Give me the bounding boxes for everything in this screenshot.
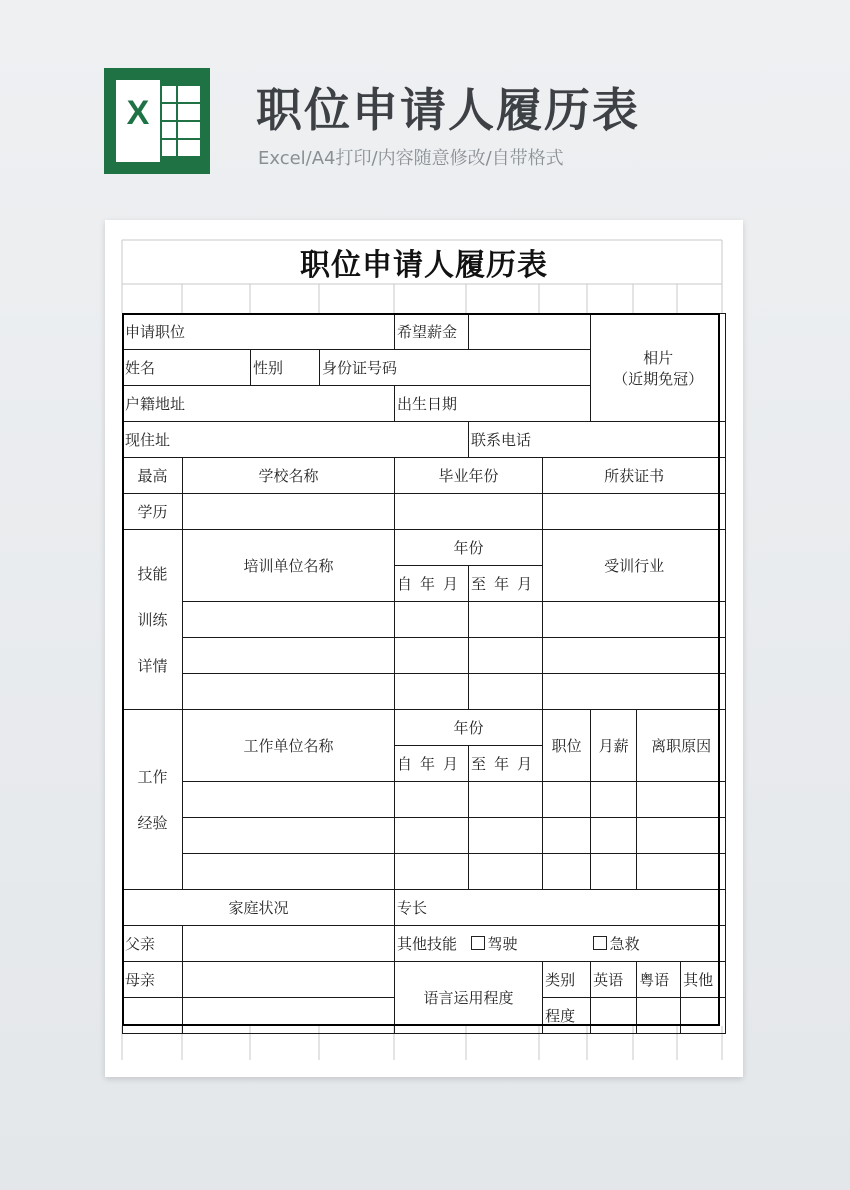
training-industry-field[interactable] — [543, 674, 726, 710]
blank-cell — [123, 998, 183, 1034]
to-label: 至 — [471, 575, 487, 593]
work-to-header — [469, 746, 543, 782]
first-aid-label: 急救 — [609, 935, 640, 953]
language-label: 语言运用程度 — [395, 962, 543, 1034]
training-industry-header: 受训行业 — [543, 530, 726, 602]
logo-letter: X — [126, 94, 150, 132]
birth-date-label: 出生日期 — [395, 386, 591, 422]
training-unit-field[interactable] — [183, 638, 395, 674]
hukou-label: 户籍地址 — [123, 386, 395, 422]
work-salary-field[interactable] — [591, 782, 637, 818]
certificate-header: 所获证书 — [543, 458, 726, 494]
month-unit: 月 — [517, 575, 533, 593]
month-unit: 月 — [517, 755, 533, 773]
certificate-field[interactable] — [543, 494, 726, 530]
work-from-field[interactable] — [395, 782, 469, 818]
training-from-field[interactable] — [395, 638, 469, 674]
training-from-field[interactable] — [395, 674, 469, 710]
page-subtitle: Excel/A4打印/内容随意修改/自带格式 — [258, 148, 564, 169]
work-position-field[interactable] — [543, 818, 591, 854]
family-status-label: 家庭状况 — [123, 890, 395, 926]
training-from-header — [395, 566, 469, 602]
school-name-field[interactable] — [183, 494, 395, 530]
work-label-2: 经验 — [137, 813, 168, 832]
english-level-field[interactable] — [591, 998, 637, 1034]
work-position-field[interactable] — [543, 854, 591, 890]
training-from-field[interactable] — [395, 602, 469, 638]
salary-label: 希望薪金 — [395, 314, 469, 350]
blank-cell — [681, 926, 726, 962]
leave-reason-field[interactable] — [637, 782, 726, 818]
education-label-2: 学历 — [123, 494, 183, 530]
work-unit-field[interactable] — [183, 782, 395, 818]
photo-label: 相片 — [643, 348, 674, 367]
training-unit-header: 培训单位名称 — [183, 530, 395, 602]
work-to-field[interactable] — [469, 782, 543, 818]
work-position-field[interactable] — [543, 782, 591, 818]
grad-year-field[interactable] — [395, 494, 543, 530]
training-label-3: 详情 — [137, 656, 168, 675]
other-skills-label: 其他技能 — [395, 926, 469, 962]
year-unit: 年 — [494, 755, 510, 773]
family-extra-field[interactable] — [183, 998, 395, 1034]
work-to-field[interactable] — [469, 854, 543, 890]
mother-label: 母亲 — [123, 962, 183, 998]
training-to-field[interactable] — [469, 638, 543, 674]
id-number-label: 身份证号码 — [320, 350, 591, 386]
address-label: 现住址 — [123, 422, 469, 458]
sheet-grid-icon — [154, 86, 200, 156]
training-industry-field[interactable] — [543, 638, 726, 674]
mother-field[interactable] — [183, 962, 395, 998]
father-label: 父亲 — [123, 926, 183, 962]
work-from-field[interactable] — [395, 818, 469, 854]
work-from-header — [395, 746, 469, 782]
training-label-2: 训练 — [137, 610, 168, 629]
position-label: 申请职位 — [123, 314, 395, 350]
grad-year-header: 毕业年份 — [395, 458, 543, 494]
work-salary-field[interactable] — [591, 818, 637, 854]
leave-reason-field[interactable] — [637, 818, 726, 854]
gender-label: 性别 — [251, 350, 320, 386]
category-label: 类别 — [543, 962, 591, 998]
training-to-field[interactable] — [469, 602, 543, 638]
from-label: 自 — [397, 575, 413, 593]
document-preview — [105, 220, 743, 1077]
from-label: 自 — [397, 755, 413, 773]
training-label-1: 技能 — [137, 564, 168, 583]
name-label: 姓名 — [123, 350, 251, 386]
father-field[interactable] — [183, 926, 395, 962]
training-industry-field[interactable] — [543, 602, 726, 638]
first-aid-checkbox[interactable] — [593, 936, 607, 950]
leave-reason-header: 离职原因 — [637, 710, 726, 782]
photo-box[interactable] — [591, 314, 726, 422]
to-label: 至 — [471, 755, 487, 773]
cantonese-label: 粤语 — [637, 962, 681, 998]
training-unit-field[interactable] — [183, 674, 395, 710]
training-year-header: 年份 — [395, 530, 543, 566]
excel-logo-icon — [104, 68, 210, 174]
work-section-label — [123, 710, 183, 890]
school-name-header: 学校名称 — [183, 458, 395, 494]
work-label-1: 工作 — [137, 767, 168, 786]
training-unit-field[interactable] — [183, 602, 395, 638]
month-unit: 月 — [443, 755, 459, 773]
training-to-field[interactable] — [469, 674, 543, 710]
work-unit-field[interactable] — [183, 818, 395, 854]
other-language-label: 其他 — [681, 962, 726, 998]
cantonese-level-field[interactable] — [637, 998, 681, 1034]
phone-label: 联系电话 — [469, 422, 726, 458]
work-position-header: 职位 — [543, 710, 591, 782]
first-aid-option[interactable] — [591, 926, 681, 962]
document-title: 职位申请人履历表 — [300, 248, 548, 283]
application-form — [122, 313, 726, 1034]
year-unit: 年 — [420, 575, 436, 593]
work-from-field[interactable] — [395, 854, 469, 890]
work-salary-header: 月薪 — [591, 710, 637, 782]
driving-option[interactable] — [469, 926, 543, 962]
specialty-label: 专长 — [395, 890, 726, 926]
page-title: 职位申请人履历表 — [256, 83, 640, 137]
year-unit: 年 — [494, 575, 510, 593]
english-label: 英语 — [591, 962, 637, 998]
month-unit: 月 — [443, 575, 459, 593]
driving-label: 驾驶 — [487, 935, 518, 953]
work-unit-header: 工作单位名称 — [183, 710, 395, 782]
photo-note: （近期免冠） — [613, 369, 704, 388]
level-label: 程度 — [543, 998, 591, 1034]
leave-reason-field[interactable] — [637, 854, 726, 890]
other-level-field[interactable] — [681, 998, 726, 1034]
work-salary-field[interactable] — [591, 854, 637, 890]
work-year-header: 年份 — [395, 710, 543, 746]
driving-checkbox[interactable] — [471, 936, 485, 950]
salary-field[interactable] — [469, 314, 591, 350]
work-to-field[interactable] — [469, 818, 543, 854]
education-label-1: 最高 — [123, 458, 183, 494]
blank-cell — [543, 926, 591, 962]
year-unit: 年 — [420, 755, 436, 773]
work-unit-field[interactable] — [183, 854, 395, 890]
training-to-header — [469, 566, 543, 602]
training-section-label — [123, 530, 183, 710]
